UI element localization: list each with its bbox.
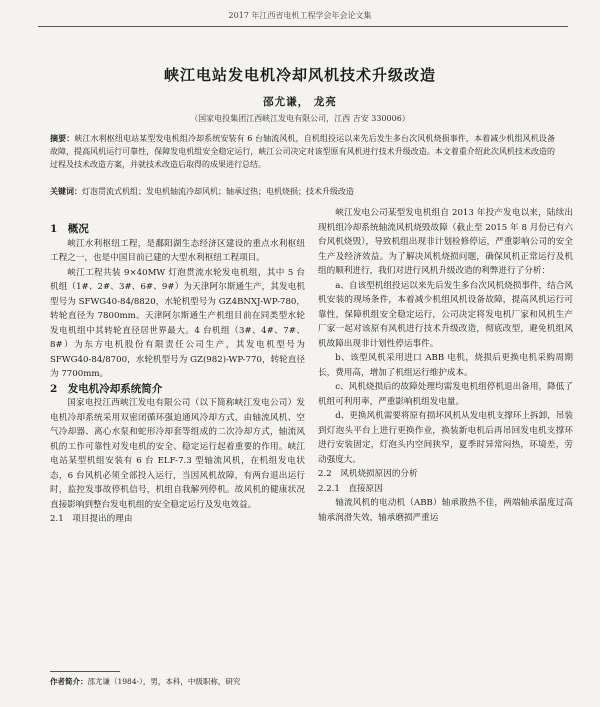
footnote-label: 作者简介： (50, 677, 88, 686)
footnote (50, 676, 305, 687)
list-item-b: b、该型风机采用进口 ABB 电机，烧损后更换电机采购周期长，费用高，增加了机组运行维护成本。 (318, 353, 573, 378)
right-column (318, 206, 573, 525)
section-1-paragraph-1: 峡江水利枢纽工程，是鄱阳湖生态经济区建设的重点水利枢纽工程之一，也是中国目前已建的大型水利枢纽工程项目。 (50, 238, 305, 263)
section-2-2-heading: 2.2 风机烧损原因的分析 (318, 469, 418, 479)
keywords-text: 灯泡贯流式机组；发电机轴流冷却风机；轴承过热；电机烧损；技术升级改造 (82, 187, 354, 196)
footnote-divider (50, 671, 120, 672)
section-2-1-heading: 2.1 项目提出的理由 (50, 514, 133, 524)
footnote-text: 邵尤谦（1984-），男，本科，中级职称，研究 (87, 677, 241, 686)
abstract-text: 峡江水利枢纽电站某型发电机组冷却系统安装有 6 台轴流风机，自机组投运以来先后发生多台次风机烧损事件，本着减少机组风机设备故障，提高风机运行可靠性，保障发电机组安全稳定运行，峡江公司决定对该型原有风机进行技术升级改造。本文着重介绍此次风机技术改造的过程及技术改造方案，并就技术改造后取得的成果进行总结。 (50, 134, 556, 169)
right-paragraph-1: 峡江发电公司某型发电机组自 2013 年投产发电以来，陆续出现机组冷却系统轴流风机烧毁故障（截止至 2015 年 8 月份已有六台风机烧毁），导致机组出现非计划检修停运，严重影响公司的安全生产及经济效益。为了解决风机烧损问题，确保风机正常运行及机组的顺利进行，我们对进行风机升级改造的利弊进行了分析： (318, 208, 573, 276)
right-paragraph-last: 轴流风机的电动机（ABB）轴承散热不佳，两端轴承温度过高轴承润滑失效，轴承磨损严重运 (318, 498, 573, 523)
left-column (50, 222, 305, 527)
keywords-label: 关键词： (50, 186, 82, 196)
abstract (50, 132, 555, 171)
section-2-heading: 2 发电机冷却系统简介 (50, 382, 163, 395)
section-2-2-1-heading: 2.2.1 直接原因 (318, 483, 383, 494)
list-item-d: d、更换风机需要将原有损坏风机从发电机支撑环上拆卸，吊装到灯泡头平台上进行更换作业，换装新电机后再吊回发电机支撑环进行安装固定，灯泡头内空间狭窄，夏季时异常闷热，环境差，劳动强度大。 (318, 411, 573, 465)
section-1-paragraph-2: 峡江工程共装 9×40MW 灯泡贯流水轮发电机组，其中 5 台机组（1#、2#、3#、6#、9#）为天津阿尔斯通生产，其发电机型号为 SFWG40-84/8820，水轮机型号为 GZ4BNXJ-WP-780，转轮直径为 7800mm。天津阿尔斯通生产机组目前在同类型水轮发电机组中其转轮直径居世界最大。4 台机组（3#、4#、7#、8#）为东方电机股份有限责任公司生产，其发电机型号为 SFWG40-84/8700，水轮机型号为 GZ(982)-WP-770，转轮直径为 7700mm。 (50, 267, 305, 379)
abstract-label: 摘要： (50, 133, 75, 143)
affiliation: （国家电投集团江西峡江发电有限公司，江西 吉安 330006） (190, 114, 410, 123)
authors: 邵尤谦， 龙亮 (263, 96, 337, 108)
header-divider (38, 26, 568, 27)
section-1-heading: 1 概况 (50, 223, 89, 235)
paper-title: 峡江电站发电机冷却风机技术升级改造 (163, 66, 436, 84)
list-item-c: c、风机烧损后的故障处理均需发电机组停机退出备用，降低了机组可利用率，严重影响机组发电量。 (318, 382, 573, 407)
section-2-paragraph-1: 国家电投江西峡江发电有限公司（以下简称峡江发电公司）发电机冷却系统采用双密闭循环强迫通风冷却方式，由轴流风机、空气冷却器、离心水泵和蛇形冷却套等组成的二次冷却方式，轴流风机的工作可靠性对发电机的安全、稳定运行起着重要的作用。峡江电站某型机组安装有 6 台 ELF-7.3 型轴流风机，在机组发电状态，6 台风机必须全部投入运行，当因风机故障，有两台退出运行时，监控发事故停机信号，机组自我解列停机。故风机的健康状况直接影响到整台发电机组的安全稳定运行及发电效益。 (50, 398, 305, 510)
list-item-a: a、自该型机组投运以来先后发生多台次风机烧损事件，结合风机安装的现场条件，本着减少机组风机设备故障，提高风机运行可靠性，保障机组安全稳定运行，公司决定将发电机厂家和风机生产厂家一起对该原有风机进行技术升级改造，彻底改型，避免机组风机故障出现非计划性停运事件。 (318, 280, 573, 349)
running-head: 2017 年江西省电机工程学会年会论文集 (228, 11, 372, 20)
keywords (50, 185, 555, 198)
